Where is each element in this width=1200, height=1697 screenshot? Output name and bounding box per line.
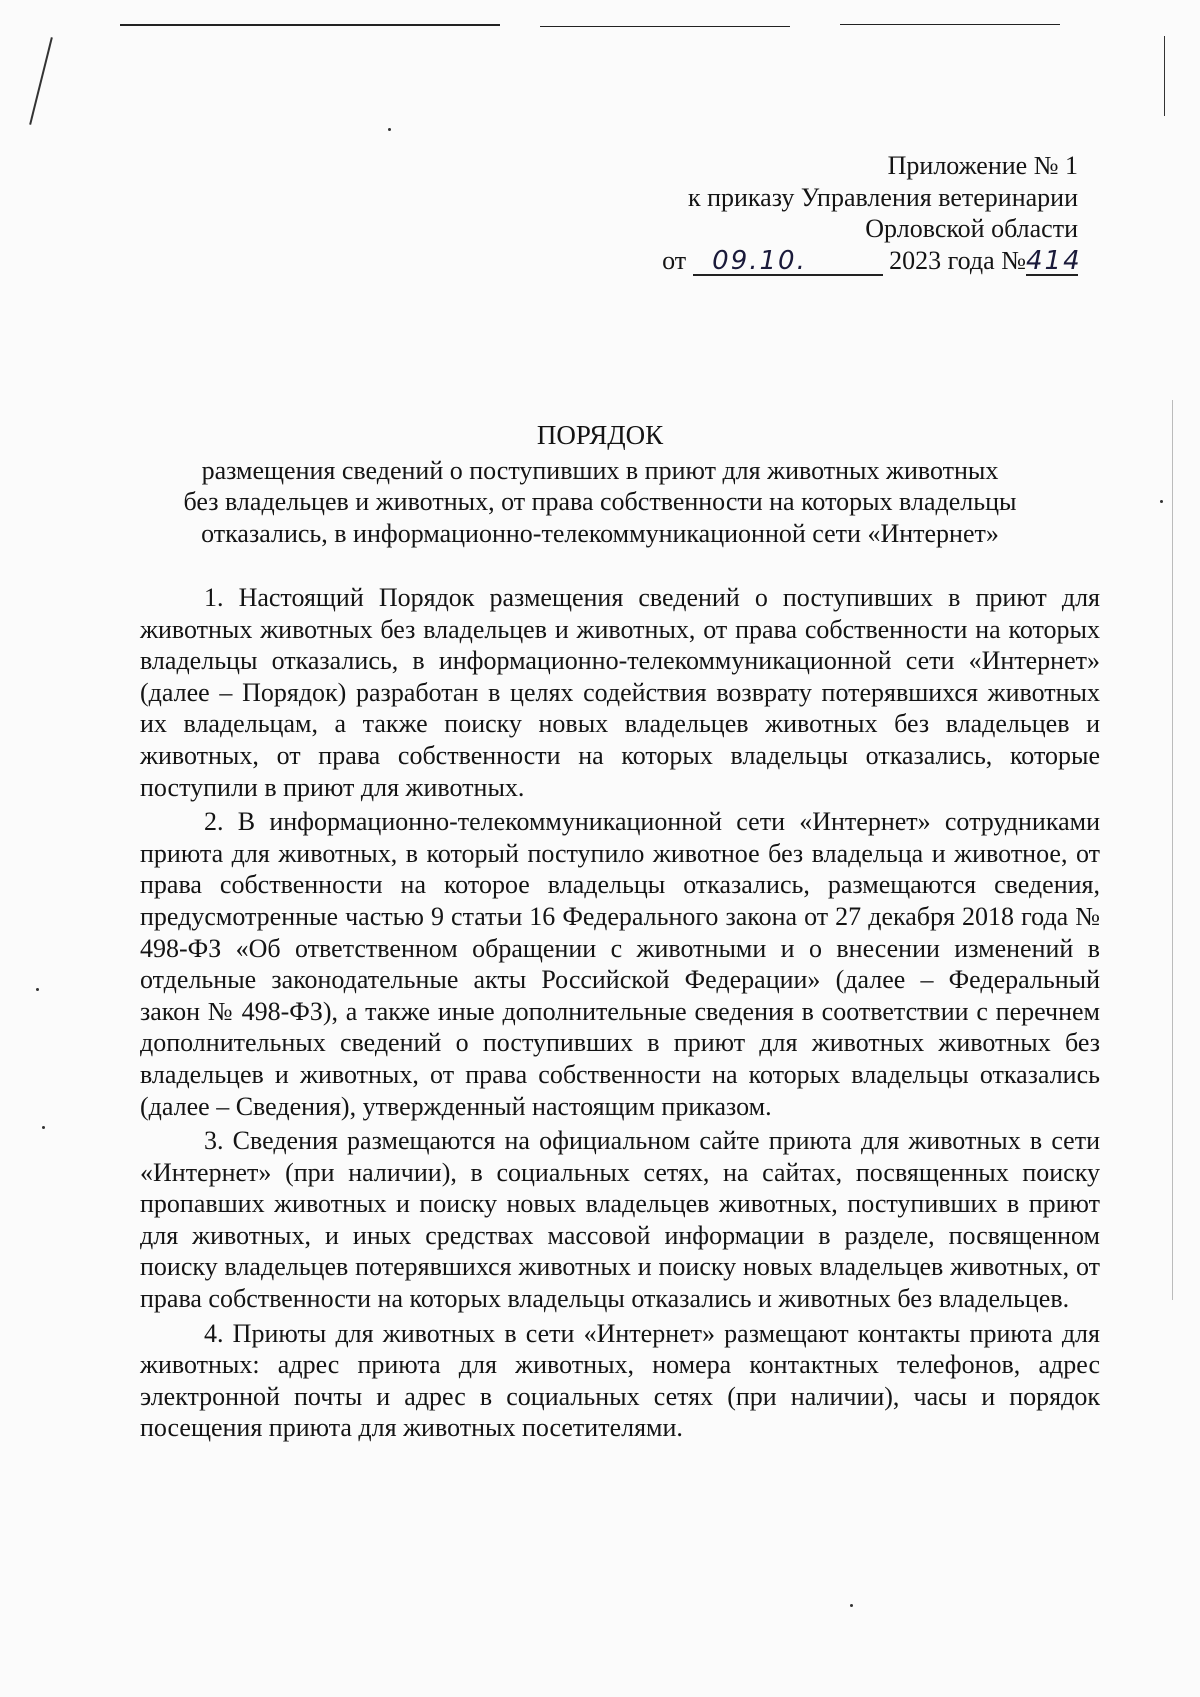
scan-margin-mark bbox=[1164, 36, 1165, 116]
order-date-line bbox=[618, 245, 1082, 277]
title-main: ПОРЯДОК bbox=[536, 420, 664, 450]
region-name: Орловской области bbox=[865, 214, 1078, 243]
title-subtitle-line: без владельцев и животных, от права собственности на которых владельцы bbox=[183, 487, 1017, 516]
title-subtitle-line: размещения сведений о поступивших в приют для животных животных bbox=[201, 455, 999, 485]
number-field bbox=[1026, 245, 1082, 276]
date-field bbox=[693, 245, 883, 276]
paragraph-2: 2. В информационно-телекоммуникационной сети «Интернет» сотрудниками приюта для животных, в который поступило животное без владельца и животное, от права собственности на которое владельцы отказались, размещаются сведения, предусмотренные частью 9 статьи 16 Федерального закона от 27 декабря 2018 года № 498-ФЗ «Об ответственном обращении с животными и о внесении изменений в отдельные законодательные акты Российской Федерации» (далее – Федеральный закон № 498-ФЗ), а также иные дополнительные сведения в соответствии с перечнем дополнительных сведений о поступивших в приют для животных животных без владельцев и животных, от права собственности на которых владельцы отказались (далее – Сведения), утвержденный настоящим приказом. bbox=[140, 807, 1100, 1121]
handwritten-date: 09.10. bbox=[712, 245, 807, 276]
handwritten-number: 414 bbox=[1026, 245, 1082, 276]
appendix-header bbox=[618, 150, 1082, 276]
scan-edge-line bbox=[840, 24, 1060, 25]
scan-speck bbox=[36, 988, 39, 991]
title-subtitle-line: отказались, в информационно-телекоммуникационной сети «Интернет» bbox=[201, 518, 999, 548]
scan-margin-mark bbox=[29, 37, 53, 125]
paragraph-3: 3. Сведения размещаются на официальном сайте приюта для животных в сети «Интернет» (при наличии), в социальных сетях, на сайтах, посвященных поиску пропавших животных и поиску новых владельцев животных, поступивших в приют для животных, и иных средствах массовой информации в разделе, посвященном поиску владельцев потерявшихся животных и поиску новых владельцев животных, от права собственности на которых владельцы отказались и животных без владельцев. bbox=[140, 1126, 1100, 1314]
scan-margin-mark bbox=[1172, 400, 1173, 1300]
document-title bbox=[140, 420, 1060, 549]
order-reference: к приказу Управления ветеринарии bbox=[687, 182, 1078, 212]
scan-edge-line bbox=[120, 24, 500, 26]
appendix-number: Приложение № 1 bbox=[887, 151, 1078, 180]
scan-edge-line bbox=[540, 26, 790, 27]
scan-speck bbox=[850, 1604, 853, 1607]
scan-speck bbox=[388, 128, 391, 131]
date-prefix: от bbox=[662, 245, 687, 275]
scan-speck bbox=[42, 1126, 45, 1129]
document-body bbox=[140, 582, 1100, 1447]
paragraph-4: 4. Приюты для животных в сети «Интернет» размещают контакты приюта для животных: адрес приюта для животных, номера контактных телефонов, адрес электронной почты и адрес в социальных сетях (при наличии), часы и порядок посещения приюта для животных посетителями. bbox=[140, 1318, 1100, 1443]
paragraph-1: 1. Настоящий Порядок размещения сведений о поступивших в приют для животных животных без владельцев и животных, от права собственности на которых владельцы отказались, в информационно-телекоммуникационной сети «Интернет» (далее – Порядок) разработан в целях содействия возврату потерявшихся животных их владельцам, а также поиску новых владельцев животных без владельцев и животных, от права собственности на которых владельцы отказались, которые поступили в приют для животных. bbox=[140, 583, 1100, 802]
scan-speck bbox=[1160, 500, 1163, 503]
year-number-label: 2023 года № bbox=[889, 245, 1026, 275]
